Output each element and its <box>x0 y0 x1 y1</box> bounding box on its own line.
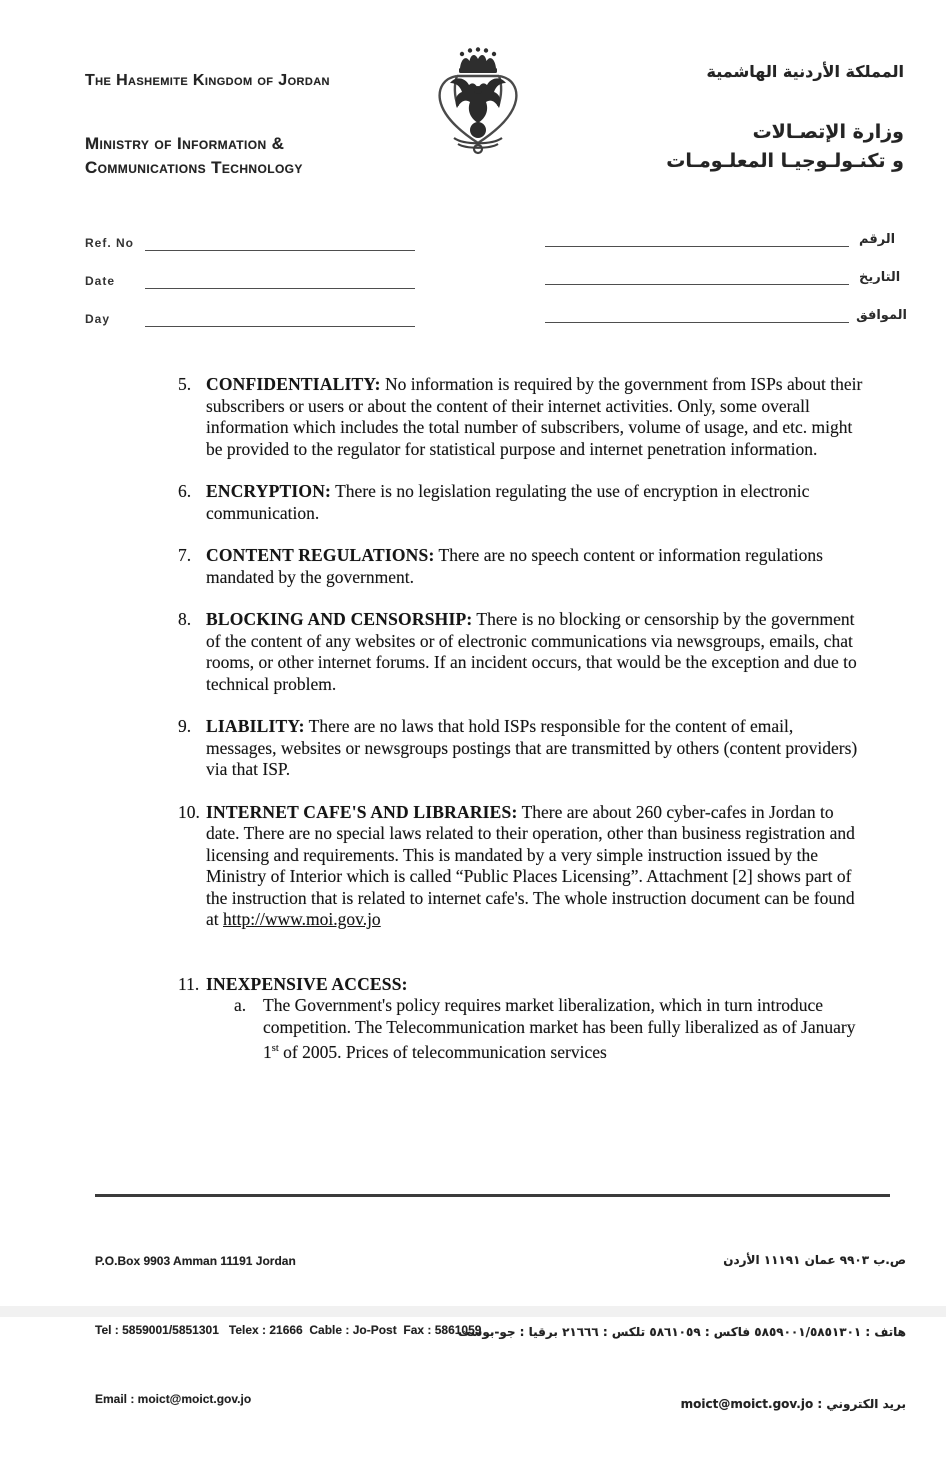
list-item-confidentiality <box>178 374 868 460</box>
ordinal-superscript: st <box>271 1043 279 1054</box>
jordan-coat-of-arms-icon <box>424 46 532 168</box>
document-body <box>178 374 868 1063</box>
list-item-inexpensive-access <box>178 974 868 1064</box>
ministry-title-en-line1: Ministry of Information & <box>85 134 285 153</box>
item-body-text: No information is required by the government from ISPs about their subscribers or users or about the content of their internet activities. Only, some overall information which includes the total number of subscribers, volume of usage, and etc. might be provided to the regulator for statistical purpose and internet penetration information. <box>206 374 863 459</box>
reference-fields-en <box>85 230 415 344</box>
item-title: INTERNET CAFE'S AND LIBRARIES: <box>206 801 518 822</box>
list-item-internet-cafes <box>178 802 868 931</box>
list-item-content-regulations <box>178 545 868 588</box>
ministry-title-ar-line2: و تكنـولـوجيـا المعلـومـات <box>666 150 904 172</box>
item-text <box>206 481 868 524</box>
footer-pobox-en: P.O.Box 9903 Amman 11191 Jordan <box>95 1254 296 1268</box>
ref-no-blank-line <box>145 237 415 251</box>
item-text <box>206 716 868 781</box>
ref-no-row <box>85 230 415 251</box>
item-number: 9. <box>178 716 192 736</box>
tareekh-blank-line <box>545 271 849 285</box>
tareekh-row <box>545 264 907 285</box>
date-blank-line <box>145 275 415 289</box>
sub-item-text <box>263 995 868 1063</box>
footer-divider <box>95 1194 890 1197</box>
sub-item-a <box>234 995 868 1063</box>
ministry-title-en-line2: Communications Technology <box>85 158 303 177</box>
sub-item-letter: a. <box>234 995 247 1015</box>
footer-contact-ar <box>458 1200 906 1464</box>
day-blank-line <box>145 313 415 327</box>
list-item-liability <box>178 716 868 781</box>
item-number: 11. <box>178 973 200 994</box>
kingdom-title-en: The Hashemite Kingdom of Jordan <box>85 72 330 89</box>
reference-fields-ar <box>545 226 907 340</box>
item-number: 8. <box>178 609 192 629</box>
item-title: ENCRYPTION: <box>206 481 332 501</box>
item-number: 5. <box>178 374 192 394</box>
footer-email-en: Email : moict@moict.gov.jo <box>95 1392 252 1406</box>
item-number: 7. <box>178 545 192 565</box>
footer-phone-en: Tel : 5859001/5851301 Telex : 21666 Cable : Jo-Post Fax : 5861059 <box>95 1323 482 1337</box>
ministry-title-ar <box>666 118 904 176</box>
muwafiq-row <box>545 302 907 323</box>
footer-contact-en <box>95 1204 481 1457</box>
moi-gov-link[interactable]: http://www.moi.gov.jo <box>223 909 381 929</box>
day-label: Day <box>85 312 111 326</box>
item-title: CONFIDENTIALITY: <box>206 374 381 394</box>
item-text <box>206 802 868 931</box>
ref-no-label: Ref. No <box>85 236 134 250</box>
item-body-text: There are about 260 cyber-cafes in Jordan to date. There are no special laws related to their operation, other than business registration and licensing and requirements. This is mandated by a very simple instruction issued by the Ministry of Interior which is called “Public Places Licensing”. Attachment [2] shows part of the instruction that is related to internet cafe's. The whole instruction document can be found at <box>206 801 855 929</box>
kingdom-title-ar: المملكة الأردنية الهاشمية <box>706 62 904 81</box>
list-item-encryption <box>178 481 868 524</box>
list-item-blocking-censorship <box>178 609 868 695</box>
ministry-title-ar-line1: وزارة الإتصـالات <box>752 121 904 143</box>
raqam-label: الرقم <box>859 232 896 247</box>
item-text <box>206 545 868 588</box>
item-number: 6. <box>178 481 192 501</box>
muwafiq-label: الموافق <box>856 308 907 323</box>
raqam-row <box>545 226 907 247</box>
item-body-text: There is no legislation regulating the use of encryption in electronic communication. <box>206 481 810 523</box>
ministry-title-en <box>85 132 303 180</box>
date-label: Date <box>85 274 116 288</box>
item-title: LIABILITY: <box>206 716 305 736</box>
item-title: INEXPENSIVE ACCESS: <box>206 973 408 994</box>
item-text <box>206 609 868 695</box>
item-body-text: There is no blocking or censorship by the government of the content of any websites or of electronic communications via newsgroups, emails, chat rooms, or other internet forums. If an incident occurs, that would be the exception and due to technical problem. <box>206 609 857 694</box>
item-title: CONTENT REGULATIONS: <box>206 545 435 565</box>
item-number: 10. <box>178 801 200 822</box>
tareekh-label: التاريخ <box>859 270 901 285</box>
scan-edge-strip <box>0 1306 946 1317</box>
raqam-blank-line <box>545 233 849 247</box>
date-row <box>85 268 415 289</box>
sub-item-text-part2: of 2005. Prices of telecommunication services <box>278 1041 607 1062</box>
muwafiq-blank-line <box>545 309 849 323</box>
day-row <box>85 306 415 327</box>
footer-email-ar: بريد الكتروني : moict@moict.gov.jo <box>680 1397 906 1411</box>
item-text <box>206 374 868 460</box>
item-text <box>206 974 868 1064</box>
item-body-text: There are no laws that hold ISPs responsible for the content of email, messages, websites or newsgroups postings that are transmitted by others (content providers) via that ISP. <box>206 716 858 779</box>
item-title: BLOCKING AND CENSORSHIP: <box>206 609 473 629</box>
footer-pobox-ar: ص.ب ٩٩٠٣ عمان ١١١٩١ الأردن <box>723 1253 906 1267</box>
sub-item-text-part1: The Government's policy requires market liberalization, which in turn introduce competition. The Telecommunication market has been fully liberalized as of January 1 <box>263 995 856 1062</box>
item-body-text: There are no speech content or information regulations mandated by the government. <box>206 545 823 587</box>
footer-phone-ar: هاتف : ٥٨٥٩٠٠١/٥٨٥١٣٠١ فاكس : ٥٨٦١٠٥٩ تلكس : ٢١٦٦٦ برقيا : جو-بوست <box>457 1325 906 1339</box>
